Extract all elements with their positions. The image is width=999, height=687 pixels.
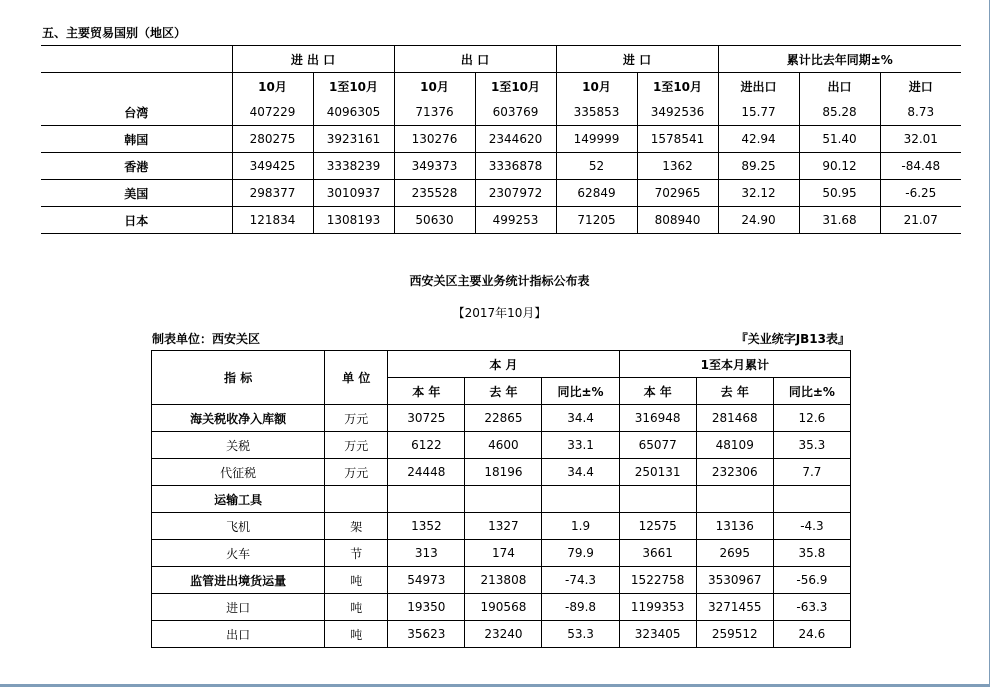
table-cell: 71205 bbox=[556, 207, 637, 234]
table-cell: 21.07 bbox=[880, 207, 961, 234]
table-cell: 23240 bbox=[465, 621, 542, 648]
header-export: 出 口 bbox=[394, 46, 556, 73]
table-cell: 149999 bbox=[556, 126, 637, 153]
table-cell: 32.01 bbox=[880, 126, 961, 153]
table-cell: 65077 bbox=[619, 432, 696, 459]
subheader-cell: 1至10月 bbox=[475, 73, 556, 100]
table-cell: 54973 bbox=[388, 567, 465, 594]
table-row bbox=[152, 432, 851, 459]
subheader-cell: 本 年 bbox=[388, 378, 465, 405]
row-label: 香港 bbox=[41, 153, 232, 180]
table-cell bbox=[773, 486, 850, 513]
subheader-cell: 本 年 bbox=[619, 378, 696, 405]
table-cell: 1522758 bbox=[619, 567, 696, 594]
stats-header-row bbox=[152, 351, 851, 378]
table-row bbox=[41, 153, 961, 180]
row-label: 日本 bbox=[124, 213, 149, 228]
unit-cell: 万元 bbox=[325, 459, 388, 486]
table-cell: 30725 bbox=[388, 405, 465, 432]
table-cell: 174 bbox=[465, 540, 542, 567]
subheader-cell: 去 年 bbox=[465, 378, 542, 405]
row-label: 台湾 bbox=[41, 99, 232, 126]
table-cell: 1327 bbox=[465, 513, 542, 540]
table-row bbox=[152, 486, 851, 513]
table-cell: 48109 bbox=[696, 432, 773, 459]
header-import-export: 进 出 口 bbox=[232, 46, 394, 73]
unit-cell: 万元 bbox=[325, 405, 388, 432]
table-cell: -56.9 bbox=[773, 567, 850, 594]
table-cell: 3923161 bbox=[313, 126, 394, 153]
stats-table-unit-label: 制表单位：西安关区 bbox=[152, 332, 261, 346]
table-cell: 259512 bbox=[696, 621, 773, 648]
unit-cell: 节 bbox=[325, 540, 388, 567]
table-cell: 4096305 bbox=[313, 99, 394, 126]
table-cell: 42.94 bbox=[718, 126, 799, 153]
unit-cell bbox=[325, 486, 388, 513]
table-cell: 32.12 bbox=[718, 180, 799, 207]
table-cell: 89.25 bbox=[718, 153, 799, 180]
table-cell: 1578541 bbox=[637, 126, 718, 153]
table-cell bbox=[542, 486, 619, 513]
table-row bbox=[41, 126, 961, 153]
table-cell: -6.25 bbox=[880, 180, 961, 207]
subheader-cell: 去 年 bbox=[696, 378, 773, 405]
subheader-cell: 1至10月 bbox=[313, 73, 394, 100]
table-cell: 18196 bbox=[465, 459, 542, 486]
row-label: 美国 bbox=[41, 180, 232, 207]
table-cell: 3338239 bbox=[313, 153, 394, 180]
table-cell: 22865 bbox=[465, 405, 542, 432]
indicator-label: 监管进出境货运量 bbox=[152, 567, 325, 594]
table-row bbox=[152, 594, 851, 621]
header-import: 进 口 bbox=[556, 46, 718, 73]
subheader-cell: 进出口 bbox=[718, 73, 799, 100]
table-cell: 349373 bbox=[394, 153, 475, 180]
trade-table-body bbox=[41, 99, 961, 234]
indicator-label: 飞机 bbox=[152, 513, 325, 540]
table-cell bbox=[388, 486, 465, 513]
header-unit: 单 位 bbox=[325, 351, 388, 405]
customs-stats-table bbox=[151, 350, 851, 648]
table-cell: 24448 bbox=[388, 459, 465, 486]
table-cell: 3336878 bbox=[475, 153, 556, 180]
table-subheader-row bbox=[41, 73, 961, 100]
table-cell: 499253 bbox=[475, 207, 556, 234]
table-cell: 50630 bbox=[394, 207, 475, 234]
table-row bbox=[41, 99, 961, 126]
table-cell: 190568 bbox=[465, 594, 542, 621]
table-cell: 12.6 bbox=[773, 405, 850, 432]
header-this-month: 本 月 bbox=[388, 351, 619, 378]
table-cell: 2344620 bbox=[475, 126, 556, 153]
table-cell: 15.77 bbox=[718, 99, 799, 126]
table-cell: 250131 bbox=[619, 459, 696, 486]
table-cell: 1199353 bbox=[619, 594, 696, 621]
table-cell: 19350 bbox=[388, 594, 465, 621]
unit-cell: 万元 bbox=[325, 432, 388, 459]
table-cell: 323405 bbox=[619, 621, 696, 648]
table-cell: -89.8 bbox=[542, 594, 619, 621]
table-cell: 3530967 bbox=[696, 567, 773, 594]
table-row bbox=[152, 621, 851, 648]
section-title: 五、主要贸易国别（地区） bbox=[42, 26, 187, 40]
subheader-cell: 10月 bbox=[556, 73, 637, 100]
table-cell: 6122 bbox=[388, 432, 465, 459]
indicator-label: 出口 bbox=[152, 621, 325, 648]
table-cell: 71376 bbox=[394, 99, 475, 126]
row-label: 韩国 bbox=[41, 126, 232, 153]
table-cell: 31.68 bbox=[799, 207, 880, 234]
stats-table-code-label: 『关业统字JB13表』 bbox=[735, 332, 850, 346]
table-cell: 298377 bbox=[232, 180, 313, 207]
table-cell bbox=[619, 486, 696, 513]
table-cell: 3661 bbox=[619, 540, 696, 567]
trade-partner-table bbox=[41, 45, 961, 234]
table-cell: 407229 bbox=[232, 99, 313, 126]
table-cell: 51.40 bbox=[799, 126, 880, 153]
table-cell: -84.48 bbox=[880, 153, 961, 180]
subheader-cell: 进口 bbox=[880, 73, 961, 100]
table-cell: 316948 bbox=[619, 405, 696, 432]
table-cell: 79.9 bbox=[542, 540, 619, 567]
table-row bbox=[41, 180, 961, 207]
table-cell: 7.7 bbox=[773, 459, 850, 486]
subheader-cell: 同比±% bbox=[542, 378, 619, 405]
subheader-cell: 10月 bbox=[232, 73, 313, 100]
table-cell: 8.73 bbox=[880, 99, 961, 126]
table-cell: 130276 bbox=[394, 126, 475, 153]
table-cell: 3271455 bbox=[696, 594, 773, 621]
table-row bbox=[152, 540, 851, 567]
table-cell: 24.90 bbox=[718, 207, 799, 234]
table-cell: 3010937 bbox=[313, 180, 394, 207]
table-cell: 52 bbox=[556, 153, 637, 180]
subheader-cell: 出口 bbox=[799, 73, 880, 100]
table-cell: 33.1 bbox=[542, 432, 619, 459]
unit-cell: 吨 bbox=[325, 567, 388, 594]
table-cell: 35.8 bbox=[773, 540, 850, 567]
subheader-cell: 1至10月 bbox=[637, 73, 718, 100]
table-cell: -74.3 bbox=[542, 567, 619, 594]
table-cell: 335853 bbox=[556, 99, 637, 126]
table-cell: 1352 bbox=[388, 513, 465, 540]
table-cell: 280275 bbox=[232, 126, 313, 153]
table-cell: 603769 bbox=[475, 99, 556, 126]
table-cell: 13136 bbox=[696, 513, 773, 540]
table-cell: 349425 bbox=[232, 153, 313, 180]
table-cell: 235528 bbox=[394, 180, 475, 207]
subheader-cell: 同比±% bbox=[773, 378, 850, 405]
indicator-label: 关税 bbox=[152, 432, 325, 459]
header-cumulative: 1至本月累计 bbox=[619, 351, 850, 378]
unit-cell: 吨 bbox=[325, 621, 388, 648]
indicator-label: 运输工具 bbox=[152, 486, 325, 513]
table-cell: 90.12 bbox=[799, 153, 880, 180]
header-yoy: 累计比去年同期±% bbox=[718, 46, 961, 73]
table-cell: -4.3 bbox=[773, 513, 850, 540]
table-row bbox=[152, 567, 851, 594]
indicator-label: 海关税收净入库额 bbox=[152, 405, 325, 432]
table-cell: 121834 bbox=[232, 207, 313, 234]
table-cell: 4600 bbox=[465, 432, 542, 459]
window-border-right bbox=[989, 0, 990, 687]
table-row bbox=[152, 405, 851, 432]
table-cell: 34.4 bbox=[542, 459, 619, 486]
table-cell: 281468 bbox=[696, 405, 773, 432]
subheader-cell: 10月 bbox=[394, 73, 475, 100]
stats-table-title: 西安关区主要业务统计指标公布表 bbox=[409, 274, 590, 288]
table-cell: 232306 bbox=[696, 459, 773, 486]
table-cell: 1.9 bbox=[542, 513, 619, 540]
subheader-empty-cell bbox=[41, 73, 232, 100]
table-cell: 12575 bbox=[619, 513, 696, 540]
indicator-label: 代征税 bbox=[152, 459, 325, 486]
table-cell: 35623 bbox=[388, 621, 465, 648]
unit-cell: 吨 bbox=[325, 594, 388, 621]
unit-cell: 架 bbox=[325, 513, 388, 540]
table-cell: 702965 bbox=[637, 180, 718, 207]
table-cell: 34.4 bbox=[542, 405, 619, 432]
table-cell: 50.95 bbox=[799, 180, 880, 207]
table-cell: 313 bbox=[388, 540, 465, 567]
table-row bbox=[152, 459, 851, 486]
table-cell: 2307972 bbox=[475, 180, 556, 207]
stats-table-date: 【2017年10月】 bbox=[452, 306, 547, 320]
table-cell: 35.3 bbox=[773, 432, 850, 459]
table-header-row bbox=[41, 46, 961, 73]
table-row bbox=[152, 513, 851, 540]
table-cell: 53.3 bbox=[542, 621, 619, 648]
table-cell bbox=[465, 486, 542, 513]
table-cell: 213808 bbox=[465, 567, 542, 594]
table-cell: 1362 bbox=[637, 153, 718, 180]
table-row bbox=[41, 207, 961, 234]
table-cell: -63.3 bbox=[773, 594, 850, 621]
table-cell bbox=[696, 486, 773, 513]
table-cell: 3492536 bbox=[637, 99, 718, 126]
header-empty-cell bbox=[41, 46, 232, 73]
table-cell: 808940 bbox=[637, 207, 718, 234]
table-cell: 62849 bbox=[556, 180, 637, 207]
table-cell: 24.6 bbox=[773, 621, 850, 648]
table-cell: 85.28 bbox=[799, 99, 880, 126]
indicator-label: 进口 bbox=[152, 594, 325, 621]
table-cell: 2695 bbox=[696, 540, 773, 567]
header-indicator: 指 标 bbox=[152, 351, 325, 405]
stats-table-body bbox=[152, 405, 851, 648]
indicator-label: 火车 bbox=[152, 540, 325, 567]
table-cell: 1308193 bbox=[313, 207, 394, 234]
